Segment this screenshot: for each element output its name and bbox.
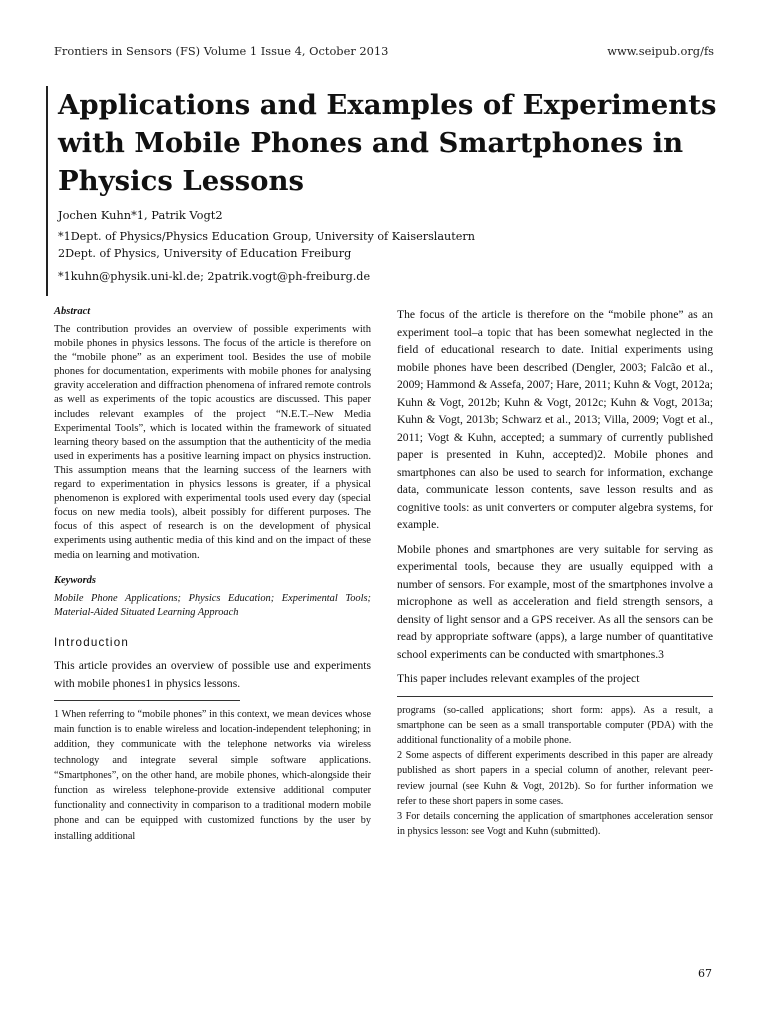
affiliation-2: 2Dept. of Physics, University of Education Freiburg (58, 247, 352, 260)
authors: Jochen Kuhn*1, Patrik Vogt2 (58, 208, 223, 222)
body-paragraph: Mobile phones and smartphones are very suitable for serving as experimental tools, because they are usually equipped with a number of sensors. For example, most of the smartphones involve a microphone as well as acceleration and field strength sensors, a density of light sensor and a GPS receiver. As all the sensors can be read by appropriate software (apps), a large number of quantitative school experiments can be conducted with smartphones.3 (397, 542, 713, 661)
footnote-1-continued: programs (so-called applications; short form: apps). As a result, a smartphone can be seen as a small transportable computer (PDA) with the additional functionality of a mobile phone. (397, 704, 713, 746)
footnote-3: 3 For details concerning the application of smartphones acceleration sensor in physics lesson: see Vogt and Kuhn (submitted). (397, 810, 713, 838)
journal-citation: Frontiers in Sensors (FS) Volume 1 Issue 4, October 2013 (54, 44, 389, 58)
introduction-heading: Introduction (54, 636, 129, 649)
footnote-divider (397, 696, 713, 697)
author-emails: *1kuhn@physik.uni-kl.de; 2patrik.vogt@ph-freiburg.de (58, 270, 371, 283)
footnote-2: 2 Some aspects of different experiments described in this paper are already published as short papers in a special column of another, relevant peer-review journal (see Kuhn & Vogt, 2012b). So for further information we refer to these short papers in some cases. (397, 750, 713, 807)
running-head (54, 44, 714, 58)
keywords-text: Mobile Phone Applications; Physics Education; Experimental Tools; Material-Aided Situated Learning Approach (54, 592, 371, 618)
page-number: 67 (698, 967, 712, 980)
footnote-divider (54, 700, 240, 701)
body-paragraph: The focus of the article is therefore on the “mobile phone” as an experiment tool–a topic that has been somewhat neglected in the field of educational research to date. Initial experiments using mobile phones have been described (Dengler, 2003; Falcão et al., 2009; Hammond & Assefa, 2007; Hare, 2011; Kuhn & Vogt, 2012a; Kuhn & Vogt, 2012b; Kuhn & Vogt, 2012c; Kuhn & Vogt, 2013a; Kuhn & Vogt, 2013b; Schwarz et al., 2013; Villa, 2009; Vogt et al., 2011; Vogt & Kuhn, accepted; a summary of currently published paper is presented in Kuhn, accepted)2. Mobile phones and smartphones can also be used to search for information, exchange data, communicate lesson contents, save lesson results and as cognitive tools: as unit converters or computer algebra systems, for example. (397, 308, 713, 531)
paper-title: Applications and Examples of Experiments with Mobile Phones and Smartphones in Physics Lessons (58, 89, 717, 197)
affiliation-1: *1Dept. of Physics/Physics Education Group, University of Kaiserslautern (58, 230, 475, 243)
introduction-text: This article provides an overview of possible use and experiments with mobile phones1 in physics lessons. (54, 659, 371, 690)
right-column (397, 306, 713, 839)
abstract-heading: Abstract (54, 306, 91, 317)
footnote-1: 1 When referring to “mobile phones” in this context, we mean devices whose main function is to enable wireless and location-independent telephoning; in addition, they communicate with the telephone networks via wireless technology and integrate several simple software applications. “Smartphones”, on the other hand, are mobile phones, which-alongside their function as wireless telephone-provide extensive additional computer functionality and connectivity in comparison to a traditional modern mobile phone and can be equipped with customized functions by the user by installing additional (54, 709, 371, 842)
affiliations (58, 228, 726, 285)
abstract-text: The contribution provides an overview of possible experiments with mobile phones in physics lessons. The focus of the article is therefore on the “mobile phone” as an experiment tool. Besides the use of mobile phones for documentation, experiments with mobile phones for analysing gravity acceleration and diffraction phenomena of infrared remote controls as well as experiments of the topic acoustics are discussed. This paper includes relevant examples of the project “N.E.T.–New Media Experimental Tools”, which is located within the framework of situated learning theory based on the assumption that the authenticity of the media used in experiments has a positive learning impact on physics instruction. This assumption means that the learning success of the learners with regard to experimentation in physics lessons is greater, if a physical phenomenon is explored with experimental tools used every day (special focus on new media tools), albeit possibly for different purposes. The focus of this aspect of research is on the development of physical experiments using authentic media of this kind and on the impact of these media on learning and motivation. (54, 324, 371, 561)
title-block (46, 86, 726, 296)
journal-url: www.seipub.org/fs (607, 44, 714, 58)
body-paragraph: This paper includes relevant examples of the project (397, 672, 640, 685)
keywords-heading: Keywords (54, 574, 96, 586)
left-column (54, 306, 371, 844)
